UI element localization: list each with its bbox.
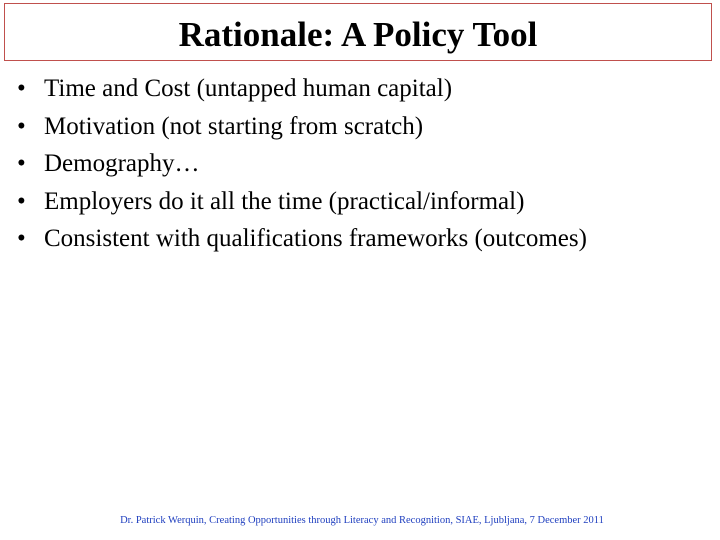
bullet-item-motivation [0, 108, 720, 146]
title-box [4, 3, 712, 61]
bullet-dot-icon: • [17, 150, 26, 177]
slide-footer [0, 514, 720, 528]
bullet-text: Employers do it all the time (practical/informal) [44, 187, 525, 215]
bullet-dot-icon: • [17, 75, 26, 102]
bullet-item-demography [0, 145, 720, 183]
footer-text: Dr. Patrick Werquin, Creating Opportunities through Literacy and Recognition, SIAE, Ljubljana, 7 December 2011 [120, 515, 604, 526]
slide-title: Rationale: A Policy Tool [178, 14, 538, 54]
bullet-dot-icon: • [17, 187, 26, 215]
bullet-item-time-cost [0, 70, 720, 108]
bullet-dot-icon: • [17, 112, 26, 140]
bullet-text: Time and Cost (untapped human capital) [44, 75, 453, 102]
bullet-dot-icon: • [17, 225, 26, 252]
bullet-item-qualifications [0, 220, 720, 258]
bullet-list [0, 70, 720, 258]
bullet-text: Consistent with qualifications frameworks (outcomes) [44, 225, 587, 252]
bullet-item-employers [0, 183, 720, 221]
bullet-text: Demography… [44, 150, 200, 177]
bullet-text: Motivation (not starting from scratch) [44, 112, 424, 140]
